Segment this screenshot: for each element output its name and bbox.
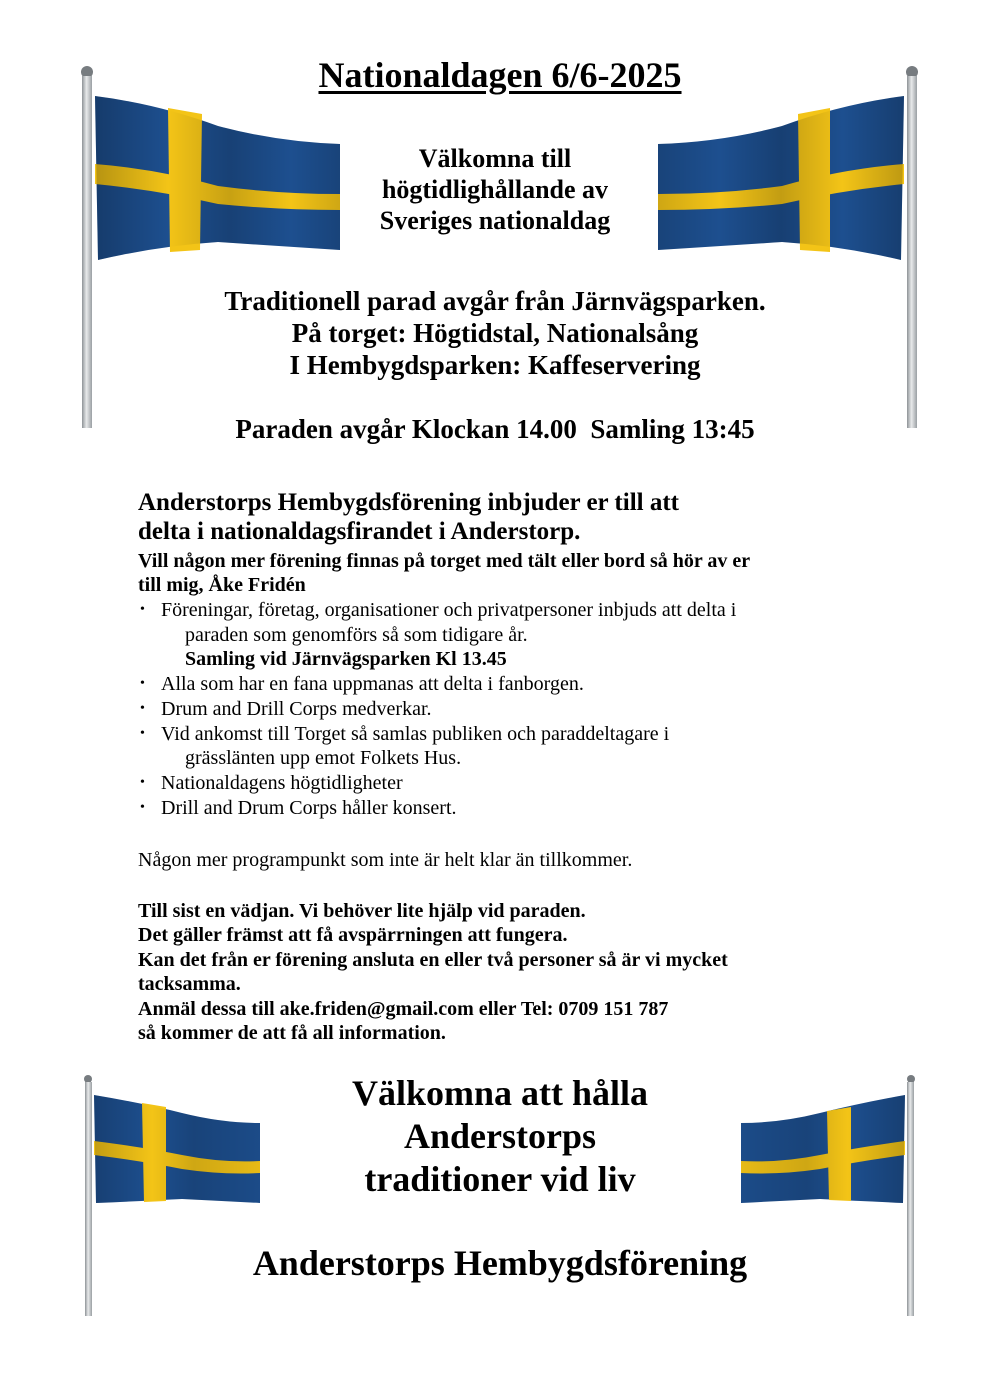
closing-welcome-line: traditioner vid liv xyxy=(364,1159,636,1199)
list-item xyxy=(138,598,878,672)
bullet-icon: • xyxy=(140,700,145,716)
appeal-line: tacksamma. xyxy=(138,973,241,996)
bullet-icon: • xyxy=(140,602,145,617)
invitation-heading xyxy=(138,488,898,546)
program-line: I Hembygdsparken: Kaffeservering xyxy=(289,350,701,380)
invitation-sub-line: Vill någon mer förening finnas på torget med tält eller bord så hör av er xyxy=(138,550,751,572)
closing-welcome-line: Anderstorps xyxy=(403,1116,596,1156)
list-item xyxy=(138,697,878,722)
welcome-intro-line: Välkomna till xyxy=(418,144,572,173)
volunteer-appeal xyxy=(138,899,898,1045)
bullet-icon: • xyxy=(140,799,145,815)
appeal-line: så kommer de att få all information. xyxy=(138,1022,446,1045)
bullet-icon: • xyxy=(140,676,145,692)
welcome-intro xyxy=(330,143,660,236)
list-item-text: Nationaldagens högtidligheter xyxy=(161,771,403,794)
list-item-continuation: grässlänten upp emot Folkets Hus. xyxy=(185,747,462,770)
list-item-text: Drum and Drill Corps medverkar. xyxy=(161,697,432,720)
list-item xyxy=(138,796,878,821)
program-bullet-list xyxy=(138,598,878,820)
bullet-icon: • xyxy=(140,774,145,790)
list-item-bold-line: Samling vid Järnvägsparken Kl 13.45 xyxy=(185,648,507,671)
appeal-line: Till sist en vädjan. Vi behöver lite hjälp vid paraden. xyxy=(138,900,586,922)
list-item-text: Vid ankomst till Torget så samlas publiken och paraddeltagare i xyxy=(161,722,670,745)
list-item xyxy=(138,771,878,796)
organization-signature: Anderstorps Hembygdsförening xyxy=(252,1243,748,1283)
invitation-subtext xyxy=(138,549,898,597)
list-item-text: Alla som har en fana uppmanas att delta i fanborgen. xyxy=(161,673,584,696)
program-line: Traditionell parad avgår från Järnvägsparken. xyxy=(224,286,766,316)
list-item-continuation: paraden som genomförs så som tidigare år. xyxy=(185,623,528,646)
appeal-contact-line: Anmäl dessa till ake.friden@gmail.com eller Tel: 0709 151 787 xyxy=(138,997,669,1020)
program-summary xyxy=(100,285,890,381)
list-item xyxy=(138,722,878,771)
closing-welcome-line: Välkomna att hålla xyxy=(351,1073,649,1113)
list-item-text: Föreningar, företag, organisationer och privatpersoner inbjuds att delta i xyxy=(161,599,737,621)
bullet-icon: • xyxy=(140,725,145,741)
appeal-line: Kan det från er förening ansluta en eller två personer så är vi mycket xyxy=(138,948,728,971)
program-line: På torget: Högtidstal, Nationalsång xyxy=(291,318,699,348)
closing-welcome xyxy=(280,1072,720,1201)
invitation-sub-line: till mig, Åke Fridén xyxy=(138,574,306,596)
invitation-heading-line: Anderstorps Hembygdsförening inbjuder er till att xyxy=(138,489,679,516)
list-item-text: Drill and Drum Corps håller konsert. xyxy=(161,796,457,819)
welcome-intro-line: Sveriges nationaldag xyxy=(379,206,611,235)
appeal-line: Det gäller främst att få avspärrningen att fungera. xyxy=(138,924,568,947)
list-item xyxy=(138,672,878,697)
program-note: Någon mer programpunkt som inte är helt klar än tillkommer. xyxy=(138,849,633,871)
invitation-heading-line: delta i nationaldagsfirandet i Anderstorp. xyxy=(138,518,581,545)
parade-time: Paraden avgår Klockan 14.00 Samling 13:45 xyxy=(235,414,755,444)
welcome-intro-line: högtidlighållande av xyxy=(381,175,609,204)
title-text: Nationaldagen 6/6-2025 xyxy=(318,55,682,95)
